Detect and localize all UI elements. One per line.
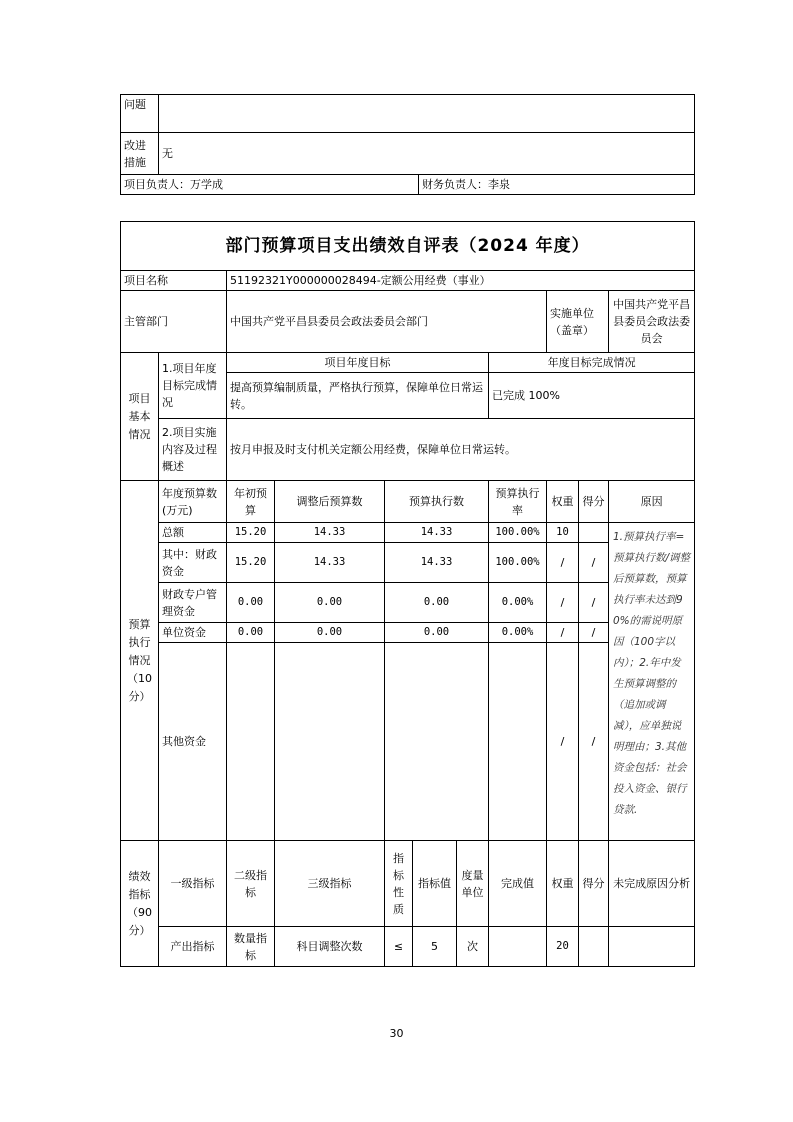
improve-value: 无 (159, 133, 695, 175)
budget-row-executed (385, 643, 489, 841)
budget-row-name: 总额 (159, 523, 227, 543)
impl-unit-label: 实施单位（盖章） (547, 291, 609, 353)
budget-row-rate: 100.00% (489, 543, 547, 583)
perf-header-level1: 一级指标 (159, 841, 227, 927)
budget-row-weight: 10 (547, 523, 579, 543)
perf-header-unit: 度量单位 (457, 841, 489, 927)
budget-row-initial: 0.00 (227, 623, 275, 643)
dept-value: 中国共产党平昌县委员会政法委员会部门 (227, 291, 547, 353)
impl-unit-value: 中国共产党平昌县委员会政法委员会 (609, 291, 695, 353)
problem-value (159, 95, 695, 133)
budget-header-executed: 预算执行数 (385, 481, 489, 523)
budget-header-initial: 年初预算 (227, 481, 275, 523)
budget-row-executed: 0.00 (385, 583, 489, 623)
perf-header-level3: 三级指标 (275, 841, 385, 927)
perf-row-nature: ≤ (385, 927, 413, 967)
budget-row-name: 财政专户管理资金 (159, 583, 227, 623)
perf-row-level1: 产出指标 (159, 927, 227, 967)
budget-header-reason: 原因 (609, 481, 695, 523)
perf-row-weight: 20 (547, 927, 579, 967)
goal-text: 提高预算编制质量，严格执行预算，保障单位日常运转。 (227, 373, 489, 419)
goal-label: 1.项目年度目标完成情况 (159, 353, 227, 419)
improve-label: 改进措施 (121, 133, 159, 175)
budget-row-initial: 15.20 (227, 523, 275, 543)
perf-row-level2: 数量指标 (227, 927, 275, 967)
budget-row-initial (227, 643, 275, 841)
finance-lead: 财务负责人：李泉 (419, 175, 695, 195)
budget-row-name: 单位资金 (159, 623, 227, 643)
budget-row-weight: / (547, 543, 579, 583)
budget-row-score (579, 523, 609, 543)
top-table (120, 94, 695, 195)
perf-row-level3: 科目调整次数 (275, 927, 385, 967)
self-evaluation-table (120, 221, 695, 967)
exec-label: 预算执行情况（10分） (121, 481, 159, 841)
perf-row-reason (609, 927, 695, 967)
budget-header-adjusted: 调整后预算数 (275, 481, 385, 523)
project-name-value: 51192321Y000000028494-定额公用经费（事业） (227, 271, 695, 291)
perf-header-nature: 指标性质 (385, 841, 413, 927)
problem-label: 问题 (121, 95, 159, 133)
budget-row-executed: 14.33 (385, 543, 489, 583)
goal-header: 项目年度目标 (227, 353, 489, 373)
budget-row-score: / (579, 583, 609, 623)
budget-row-adjusted: 14.33 (275, 543, 385, 583)
perf-header-score: 得分 (579, 841, 609, 927)
basic-info-label: 项目基本情况 (121, 353, 159, 481)
budget-row-score: / (579, 543, 609, 583)
budget-row-rate (489, 643, 547, 841)
page-number: 30 (389, 1027, 404, 1040)
budget-row-weight: / (547, 623, 579, 643)
budget-row-rate: 0.00% (489, 583, 547, 623)
budget-header-score: 得分 (579, 481, 609, 523)
budget-row-adjusted (275, 643, 385, 841)
budget-row-rate: 0.00% (489, 623, 547, 643)
budget-row-score: / (579, 623, 609, 643)
perf-header-level2: 二级指标 (227, 841, 275, 927)
content-label: 2.项目实施内容及过程概述 (159, 419, 227, 481)
budget-header-amount: 年度预算数(万元) (159, 481, 227, 523)
dept-label: 主管部门 (121, 291, 227, 353)
perf-row-score (579, 927, 609, 967)
budget-row-adjusted: 0.00 (275, 583, 385, 623)
budget-row-initial: 15.20 (227, 543, 275, 583)
budget-row-adjusted: 0.00 (275, 623, 385, 643)
budget-header-weight: 权重 (547, 481, 579, 523)
budget-row-score: / (579, 643, 609, 841)
content-text: 按月申报及时支付机关定额公用经费，保障单位日常运转。 (227, 419, 695, 481)
budget-row-initial: 0.00 (227, 583, 275, 623)
budget-row-name: 其他资金 (159, 643, 227, 841)
perf-row-unit: 次 (457, 927, 489, 967)
budget-row-rate: 100.00% (489, 523, 547, 543)
table-title: 部门预算项目支出绩效自评表（2024 年度） (121, 222, 695, 271)
budget-row-weight: / (547, 643, 579, 841)
perf-row-actual (489, 927, 547, 967)
budget-row-executed: 0.00 (385, 623, 489, 643)
budget-row-adjusted: 14.33 (275, 523, 385, 543)
project-lead: 项目负责人：万学成 (121, 175, 419, 195)
perf-row-value: 5 (413, 927, 457, 967)
budget-row-name: 其中：财政资金 (159, 543, 227, 583)
reason-note: 1.预算执行率=预算执行数/调整后预算数，预算执行率未达到90%的需说明原因（100字以内）；2.年中发生预算调整的（追加或调减），应单独说明理由；3.其他资金包括：社会投入资金、银行贷款. (609, 523, 695, 841)
budget-row-executed: 14.33 (385, 523, 489, 543)
completion-text: 已完成 100% (489, 373, 695, 419)
perf-header-weight: 权重 (547, 841, 579, 927)
budget-row-weight: / (547, 583, 579, 623)
project-name-label: 项目名称 (121, 271, 227, 291)
perf-header-reason: 未完成原因分析 (609, 841, 695, 927)
perf-label: 绩效指标（90分） (121, 841, 159, 967)
completion-header: 年度目标完成情况 (489, 353, 695, 373)
perf-header-value: 指标值 (413, 841, 457, 927)
budget-header-rate: 预算执行率 (489, 481, 547, 523)
perf-header-actual: 完成值 (489, 841, 547, 927)
